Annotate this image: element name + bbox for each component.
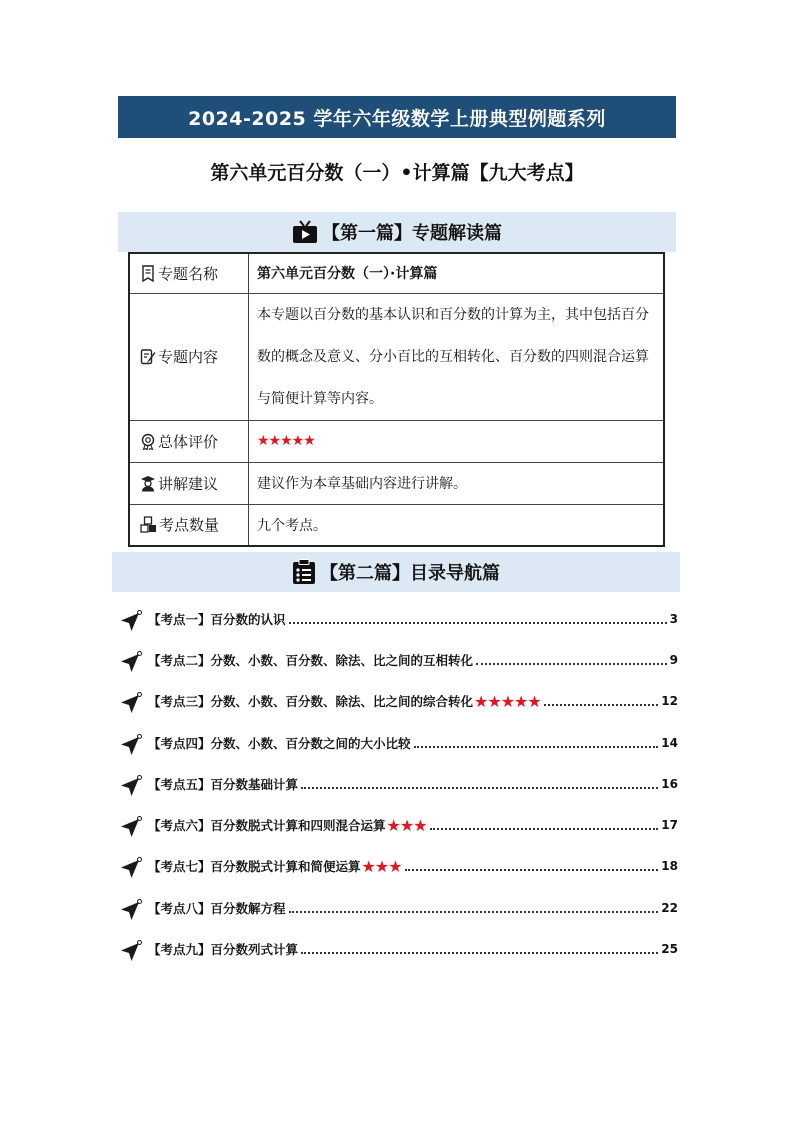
section-title-2: 【第二篇】目录导航篇 xyxy=(320,563,500,584)
toc-item[interactable] xyxy=(118,722,678,763)
toc-item[interactable] xyxy=(118,928,678,969)
toc-item-page: 18 xyxy=(661,859,678,874)
table-row xyxy=(129,253,664,293)
label-cell xyxy=(129,293,249,420)
nav-arrow-icon xyxy=(118,651,142,675)
nav-arrow-icon xyxy=(118,610,142,634)
toc-item-text: 【考点九】百分数列式计算 xyxy=(148,942,299,958)
topic-name-value: 第六单元百分数（一）·计算篇 xyxy=(249,253,665,293)
toc-item-text: 【考点三】分数、小数、百分数、除法、比之间的综合转化 xyxy=(148,694,474,710)
toc-leader-dots xyxy=(301,787,658,789)
toc-item-stars: ★★★★★ xyxy=(474,691,541,711)
nav-arrow-icon xyxy=(118,940,142,964)
toc-item-stars: ★★★ xyxy=(361,856,402,876)
toc-item-page: 17 xyxy=(661,818,678,833)
table-row xyxy=(129,504,664,546)
award-medal-icon xyxy=(140,433,156,450)
table-of-contents xyxy=(118,598,678,970)
toc-item-text: 【考点四】分数、小数、百分数之间的大小比较 xyxy=(148,735,411,751)
toc-item-text: 【考点五】百分数基础计算 xyxy=(148,776,299,792)
toc-item-page: 22 xyxy=(661,900,678,915)
row-label: 总体评价 xyxy=(158,432,219,451)
teacher-icon xyxy=(140,475,156,492)
pencil-note-icon xyxy=(140,348,156,365)
section-title-1: 【第一篇】专题解读篇 xyxy=(322,223,502,244)
nav-arrow-icon xyxy=(118,775,142,799)
toc-item[interactable] xyxy=(118,639,678,680)
toc-item-text: 【考点八】百分数解方程 xyxy=(148,900,286,916)
nav-arrow-icon xyxy=(118,857,142,881)
document-banner: 2024-2025 学年六年级数学上册典型例题系列 xyxy=(118,96,676,138)
toc-leader-dots xyxy=(289,622,667,624)
toc-item-stars: ★★★ xyxy=(386,815,427,835)
toc-leader-dots xyxy=(289,911,659,913)
toc-item-text: 【考点七】百分数脱式计算和简便运算 xyxy=(148,859,361,875)
row-label: 讲解建议 xyxy=(158,474,219,493)
count-value: 九个考点。 xyxy=(249,504,665,546)
toc-leader-dots xyxy=(544,704,659,706)
topic-info-table xyxy=(128,252,665,547)
toc-item-page: 3 xyxy=(669,611,678,626)
suggestion-value: 建议作为本章基础内容进行讲解。 xyxy=(249,462,665,504)
blocks-icon xyxy=(140,516,157,533)
table-row xyxy=(129,420,664,462)
toc-item-page: 25 xyxy=(661,942,678,957)
row-label: 专题内容 xyxy=(158,348,219,366)
toc-item-page: 12 xyxy=(661,694,678,709)
nav-arrow-icon xyxy=(118,899,142,923)
toc-item[interactable] xyxy=(118,846,678,887)
toc-item-page: 14 xyxy=(661,735,678,750)
table-row xyxy=(129,462,664,504)
row-label: 专题名称 xyxy=(158,264,219,283)
label-cell xyxy=(129,420,249,462)
row-label: 考点数量 xyxy=(159,516,220,535)
toc-item-text: 【考点六】百分数脱式计算和四则混合运算 xyxy=(148,818,386,834)
label-cell xyxy=(129,504,249,546)
toc-item[interactable] xyxy=(118,804,678,845)
nav-arrow-icon xyxy=(118,816,142,840)
table-row xyxy=(129,293,664,420)
label-cell xyxy=(129,462,249,504)
toc-item[interactable] xyxy=(118,598,678,639)
section-header-2 xyxy=(112,552,680,592)
toc-leader-dots xyxy=(476,663,667,665)
rating-stars: ★★★★★ xyxy=(249,420,665,462)
topic-content-value: 本专题以百分数的基本认识和百分数的计算为主，其中包括百分数的概念及意义、分小百比的互相转化、百分数的四则混合运算与简便计算等内容。 xyxy=(249,293,665,420)
toc-leader-dots xyxy=(301,952,658,954)
toc-item-page: 9 xyxy=(669,652,678,667)
tv-play-icon xyxy=(292,220,318,244)
section-header-1 xyxy=(118,212,676,252)
bookmark-list-icon xyxy=(140,265,156,282)
toc-leader-dots xyxy=(414,746,659,748)
clipboard-list-icon xyxy=(292,559,316,585)
toc-leader-dots xyxy=(405,869,659,871)
toc-leader-dots xyxy=(430,828,659,830)
toc-item-page: 16 xyxy=(661,776,678,791)
nav-arrow-icon xyxy=(118,734,142,758)
label-cell xyxy=(129,253,249,293)
toc-item[interactable] xyxy=(118,763,678,804)
toc-item[interactable] xyxy=(118,887,678,928)
toc-item[interactable] xyxy=(118,681,678,722)
nav-arrow-icon xyxy=(118,692,142,716)
document-subtitle: 第六单元百分数（一）•计算篇【九大考点】 xyxy=(210,162,584,184)
toc-item-text: 【考点一】百分数的认识 xyxy=(148,611,286,627)
toc-item-text: 【考点二】分数、小数、百分数、除法、比之间的互相转化 xyxy=(148,652,474,668)
